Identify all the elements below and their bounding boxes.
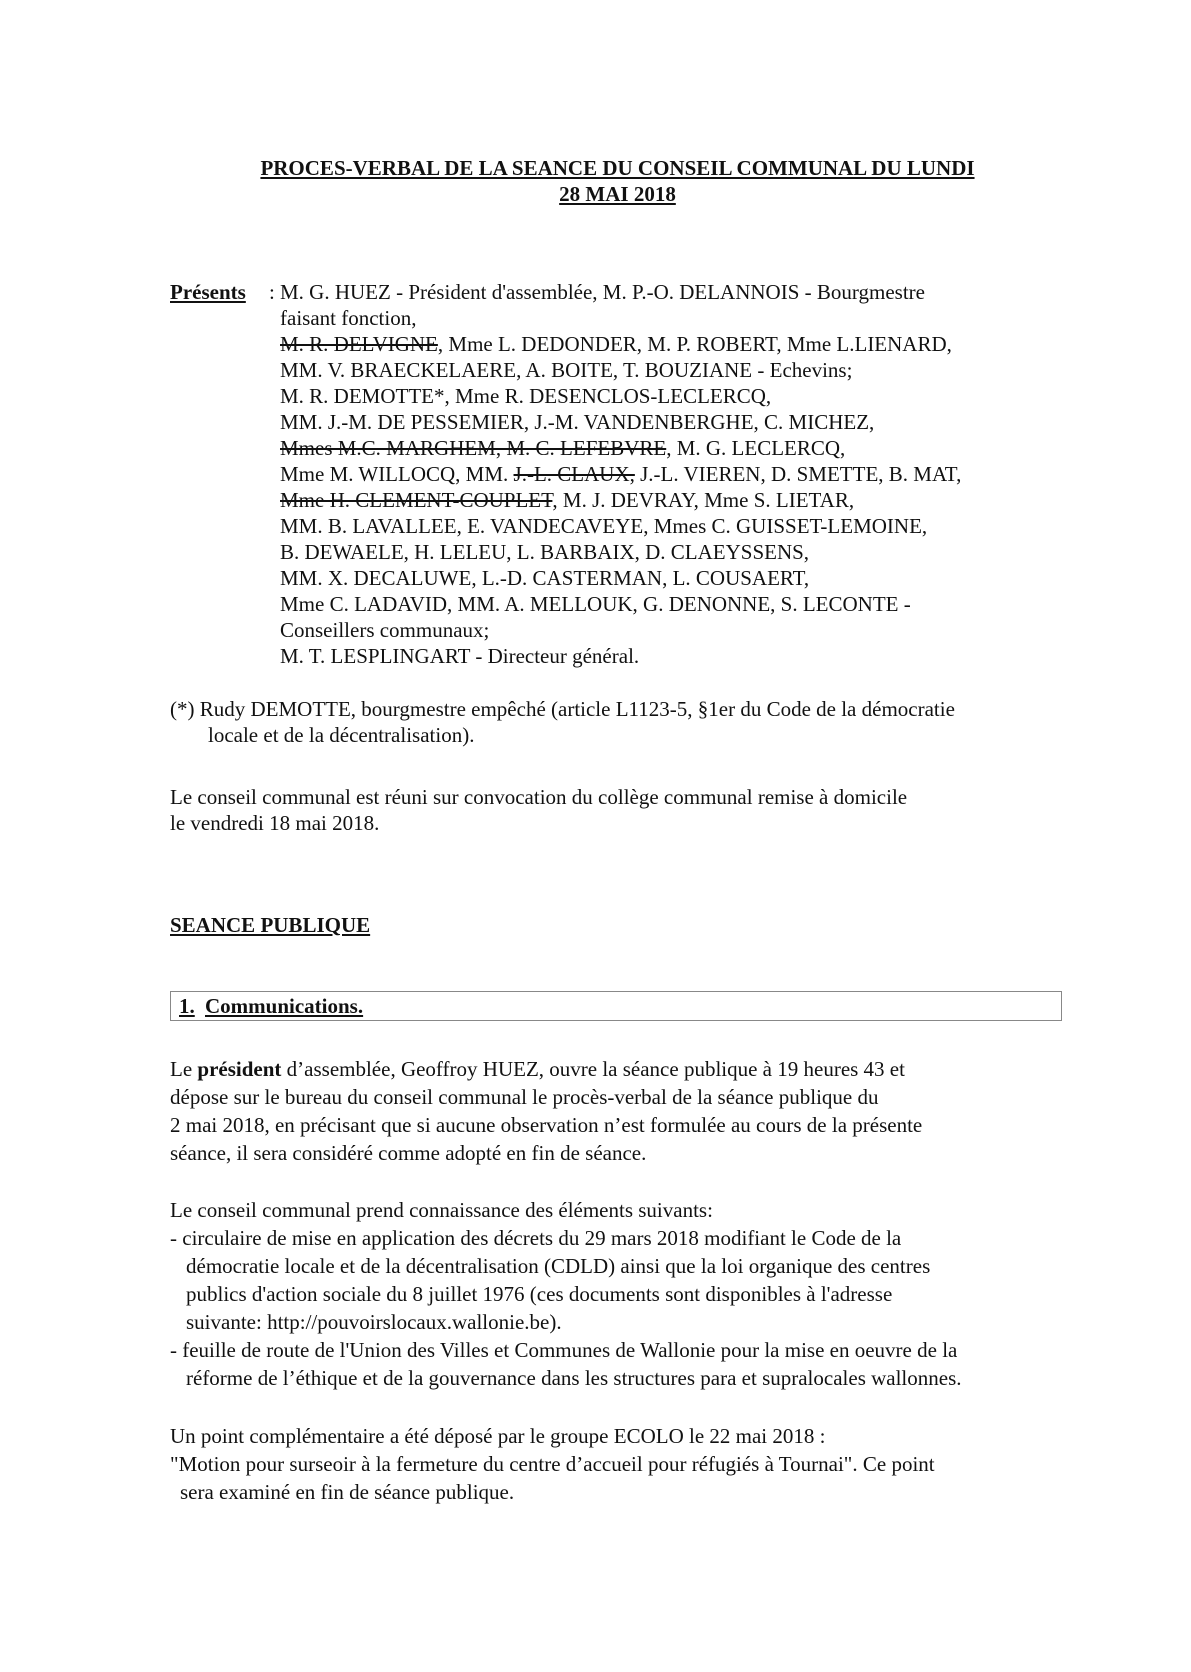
list-item-continuation: suivante: http://pouvoirslocaux.wallonie.be). (186, 1310, 562, 1334)
attendees-line: MM. B. LAVALLEE, E. VANDECAVEYE, Mmes C. GUISSET-LEMOINE, (280, 514, 928, 538)
paragraph-line: 2 mai 2018, en précisant que si aucune observation n’est formulée au cours de la présente (170, 1113, 923, 1137)
section-heading: SEANCE PUBLIQUE (170, 913, 371, 937)
attendees-text: J.-L. VIEREN, D. SMETTE, B. MAT, (634, 462, 962, 486)
attendees-line: MM. X. DECALUWE, L.-D. CASTERMAN, L. COUSAERT, (280, 566, 810, 590)
list-item-continuation: démocratie locale et de la décentralisation (CDLD) ainsi que la loi organique des centres (186, 1254, 931, 1278)
attendees-line: B. DEWAELE, H. LELEU, L. BARBAIX, D. CLAEYSSENS, (280, 540, 810, 564)
communications-paragraph (170, 1197, 1090, 1393)
attendees-line (280, 331, 1100, 357)
paragraph-text: d’assemblée, Geoffroy HUEZ, ouvre la séance publique à 19 heures 43 et (281, 1057, 905, 1081)
list-item-continuation: publics d'action sociale du 8 juillet 1976 (ces documents sont disponibles à l'adresse (186, 1282, 893, 1306)
presents-colon: : (269, 280, 275, 304)
paragraph-line: sera examiné en fin de séance publique. (180, 1480, 515, 1504)
footnote-line-2: locale et de la décentralisation). (208, 723, 475, 747)
document-title (160, 155, 1075, 207)
list-item-continuation: réforme de l’éthique et de la gouvernance dans les structures para et supralocales wallonnes. (186, 1366, 962, 1390)
attendees-text: , M. G. LECLERCQ, (666, 436, 846, 460)
attendees-line: MM. V. BRAECKELAERE, A. BOITE, T. BOUZIANE - Echevins; (280, 358, 853, 382)
attendees-line: faisant fonction, (280, 306, 417, 330)
footnote-line-1: (*) Rudy DEMOTTE, bourgmestre empêché (article L1123-5, §1er du Code de la démocratie (170, 697, 955, 721)
additional-point-paragraph (170, 1423, 1090, 1507)
paragraph-line: dépose sur le bureau du conseil communal le procès-verbal de la séance publique du (170, 1085, 879, 1109)
convocation-line-2: le vendredi 18 mai 2018. (170, 811, 380, 835)
paragraph-line (170, 1056, 1090, 1084)
attendees-line: Conseillers communaux; (280, 618, 490, 642)
struck-name: J.-L. CLAUX, (513, 462, 635, 486)
agenda-item-title: Communications. (205, 994, 364, 1018)
attendees-line: M. G. HUEZ - Président d'assemblée, M. P.-O. DELANNOIS - Bourgmestre (280, 280, 925, 304)
attendees-line (280, 487, 1100, 513)
list-item: - circulaire de mise en application des décrets du 29 mars 2018 modifiant le Code de la (170, 1226, 902, 1250)
attendees-line (280, 435, 1100, 461)
struck-name: Mme H. CLEMENT-COUPLET (280, 488, 553, 512)
attendees-list (280, 279, 1100, 669)
list-item: - feuille de route de l'Union des Villes et Communes de Wallonie pour la mise en oeuvre de la (170, 1338, 958, 1362)
agenda-item-box (170, 991, 1062, 1021)
paragraph-line: Un point complémentaire a été déposé par le groupe ECOLO le 22 mai 2018 : (170, 1424, 826, 1448)
attendees-line: M. T. LESPLINGART - Directeur général. (280, 644, 640, 668)
title-line-2: 28 MAI 2018 (559, 182, 676, 206)
opening-paragraph (170, 1056, 1090, 1168)
attendees-text: , Mme L. DEDONDER, M. P. ROBERT, Mme L.LIENARD, (437, 332, 952, 356)
struck-name: Mmes M.C. MARGHEM, M. C. LEFEBVRE (280, 436, 667, 460)
president-bold: président (197, 1057, 282, 1081)
attendees-line: M. R. DEMOTTE*, Mme R. DESENCLOS-LECLERCQ, (280, 384, 772, 408)
paragraph-text: Le (170, 1057, 198, 1081)
attendees-text: , M. J. DEVRAY, Mme S. LIETAR, (552, 488, 855, 512)
paragraph-line: Le conseil communal prend connaissance des éléments suivants: (170, 1198, 713, 1222)
convocation-paragraph (170, 784, 1090, 836)
presents-label: Présents (170, 280, 246, 304)
attendees-text: Mme M. WILLOCQ, MM. (280, 462, 514, 486)
paragraph-line: "Motion pour surseoir à la fermeture du centre d’accueil pour réfugiés à Tournai". Ce point (170, 1452, 935, 1476)
title-line-1: PROCES-VERBAL DE LA SEANCE DU CONSEIL COMMUNAL DU LUNDI (260, 156, 975, 180)
convocation-line-1: Le conseil communal est réuni sur convocation du collège communal remise à domicile (170, 785, 908, 809)
footnote (170, 696, 1090, 748)
attendees-line: MM. J.-M. DE PESSEMIER, J.-M. VANDENBERGHE, C. MICHEZ, (280, 410, 875, 434)
attendees-line (280, 461, 1100, 487)
attendees-line: Mme C. LADAVID, MM. A. MELLOUK, G. DENONNE, S. LECONTE - (280, 592, 911, 616)
struck-name: M. R. DELVIGNE (280, 332, 438, 356)
paragraph-line: séance, il sera considéré comme adopté en fin de séance. (170, 1141, 647, 1165)
agenda-item-number: 1. (179, 994, 195, 1018)
